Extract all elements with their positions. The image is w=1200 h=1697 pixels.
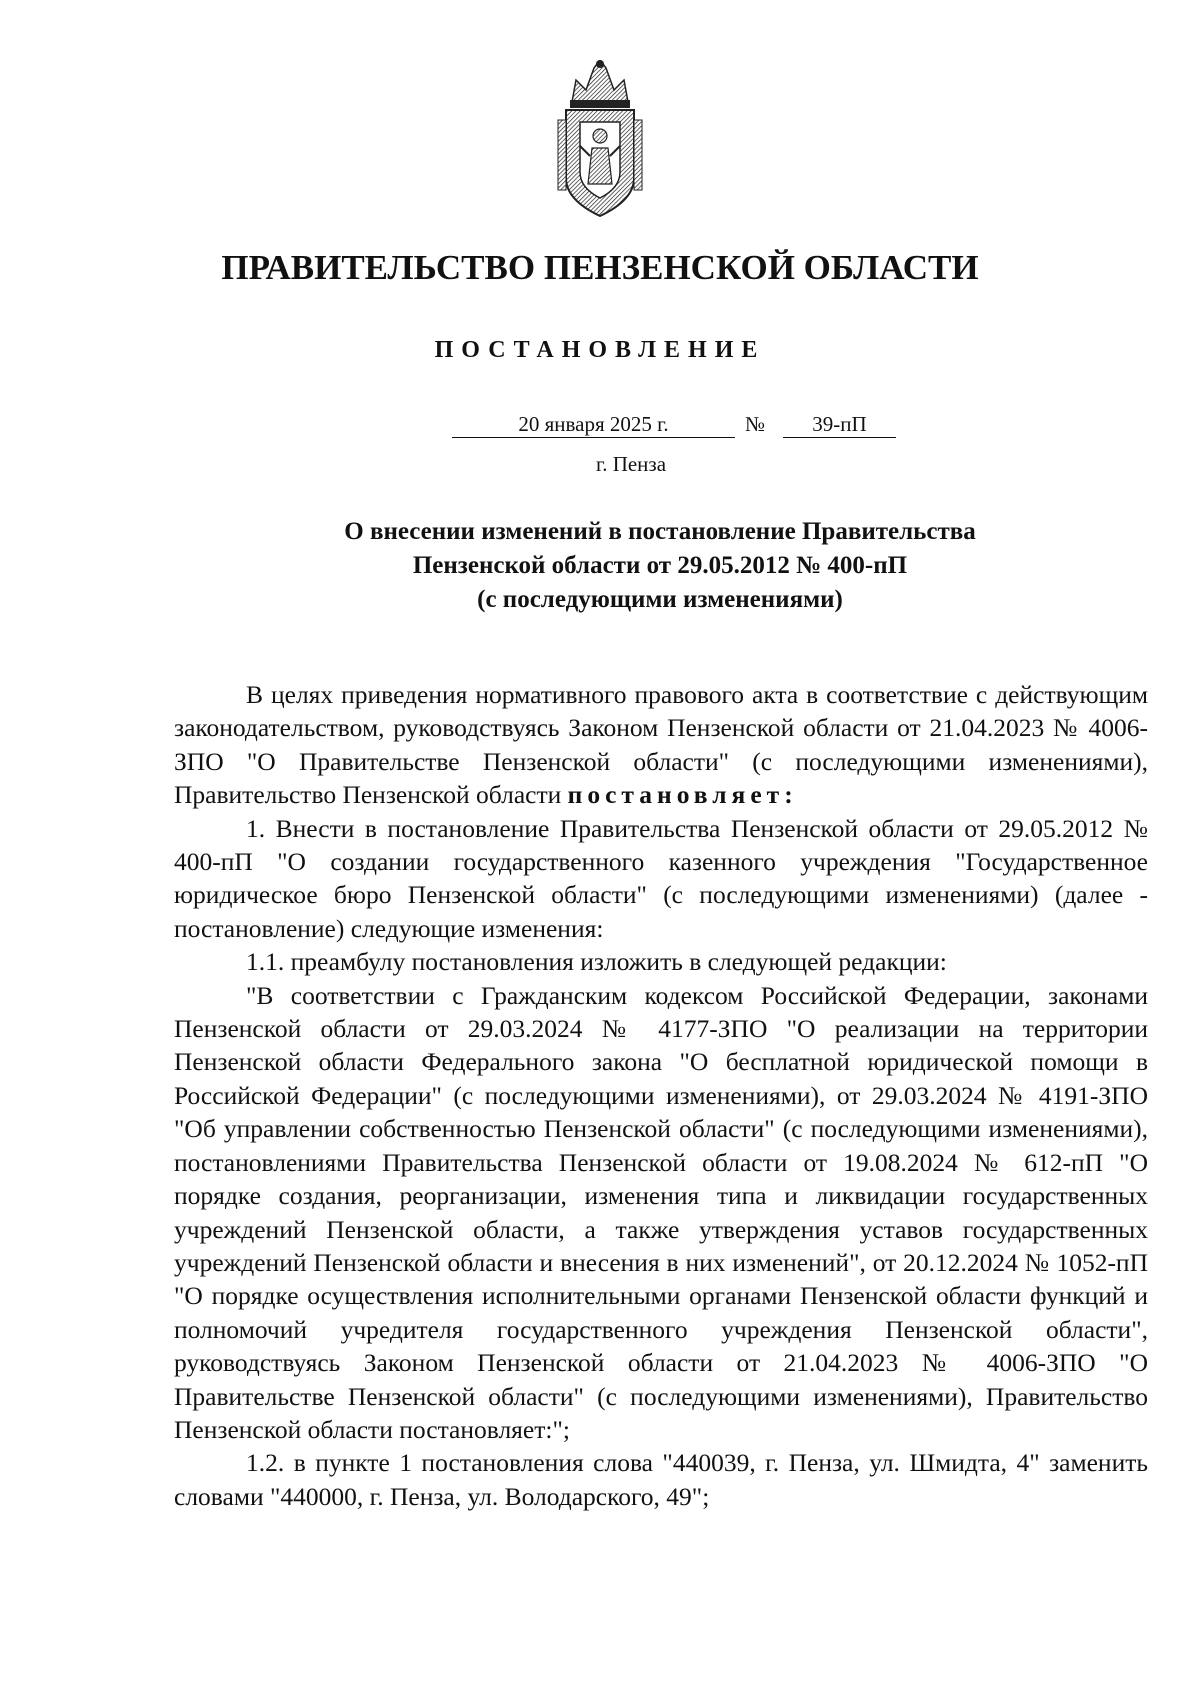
paragraph-text: В целях приведения нормативного правового акта в соответствие с действующим законодательством, руководствуясь Законом Пензенской области от 21.04.2023 № 4006-ЗПО "О Правительстве Пензенской области" (с последующими изменениями), Правительство Пензенской области	[174, 680, 1148, 810]
date-number-line	[452, 411, 896, 441]
document-type: ПОСТАНОВЛЕНИЕ	[434, 337, 766, 363]
subject-line: О внесении изменений в постановление Правительства	[344, 518, 976, 545]
body-paragraph	[174, 678, 1148, 812]
decree-word: постановляет:	[567, 780, 798, 810]
subject-line: Пензенской области от 29.05.2012 № 400-пП	[412, 552, 908, 579]
body-paragraph: 1. Внести в постановление Правительства Пензенской области от 29.05.2012 № 400-пП "О создании государственного казенного учреждения "Государственное юридическое бюро Пензенской области" (с последующими изменениями) (далее - постановление) следующие изменения:	[174, 813, 1148, 943]
document-body	[174, 678, 1148, 1513]
document-date: 20 января 2025 г.	[452, 411, 735, 438]
document-subject	[200, 515, 1120, 617]
organization-title: ПРАВИТЕЛЬСТВО ПЕНЗЕНСКОЙ ОБЛАСТИ	[221, 248, 979, 287]
number-sign: №	[745, 412, 766, 436]
document-city: г. Пенза	[595, 452, 667, 476]
subject-line: (с последующими изменениями)	[477, 586, 843, 613]
body-paragraph: 1.2. в пункте 1 постановления слова "440039, г. Пенза, ул. Шмидта, 4" заменить словами "440000, г. Пенза, ул. Володарского, 49";	[174, 1448, 1148, 1511]
body-paragraph: "В соответствии с Гражданским кодексом Российской Федерации, законами Пензенской области от 29.03.2024 № 4177-ЗПО "О реализации на территории Пензенской области Федерального закона "О бесплатной юридической помощи в Российской Федерации" (с последующими изменениями), от 29.03.2024 № 4191-ЗПО "Об управлении собственностью Пензенской области" (с последующими изменениями), постановлениями Правительства Пензенской области от 19.08.2024 № 612-пП "О порядке создания, реорганизации, изменения типа и ликвидации государственных учреждений Пензенской области, а также утверждения уставов государственных учреждений Пензенской области и внесения в них изменений", от 20.12.2024 № 1052-пП "О порядке осуществления исполнительными органами Пензенской области функций и полномочий учредителя государственного учреждения Пензенской области", руководствуясь Законом Пензенской области от 21.04.2023 № 4006-ЗПО "О Правительстве Пензенской области" (с последующими изменениями), Правительство Пензенской области постановляет:";	[174, 980, 1148, 1444]
document-number: 39-пП	[783, 411, 896, 438]
penza-coat-of-arms-icon	[550, 60, 650, 220]
body-paragraph: 1.1. преамбулу постановления изложить в следующей редакции:	[246, 947, 947, 977]
